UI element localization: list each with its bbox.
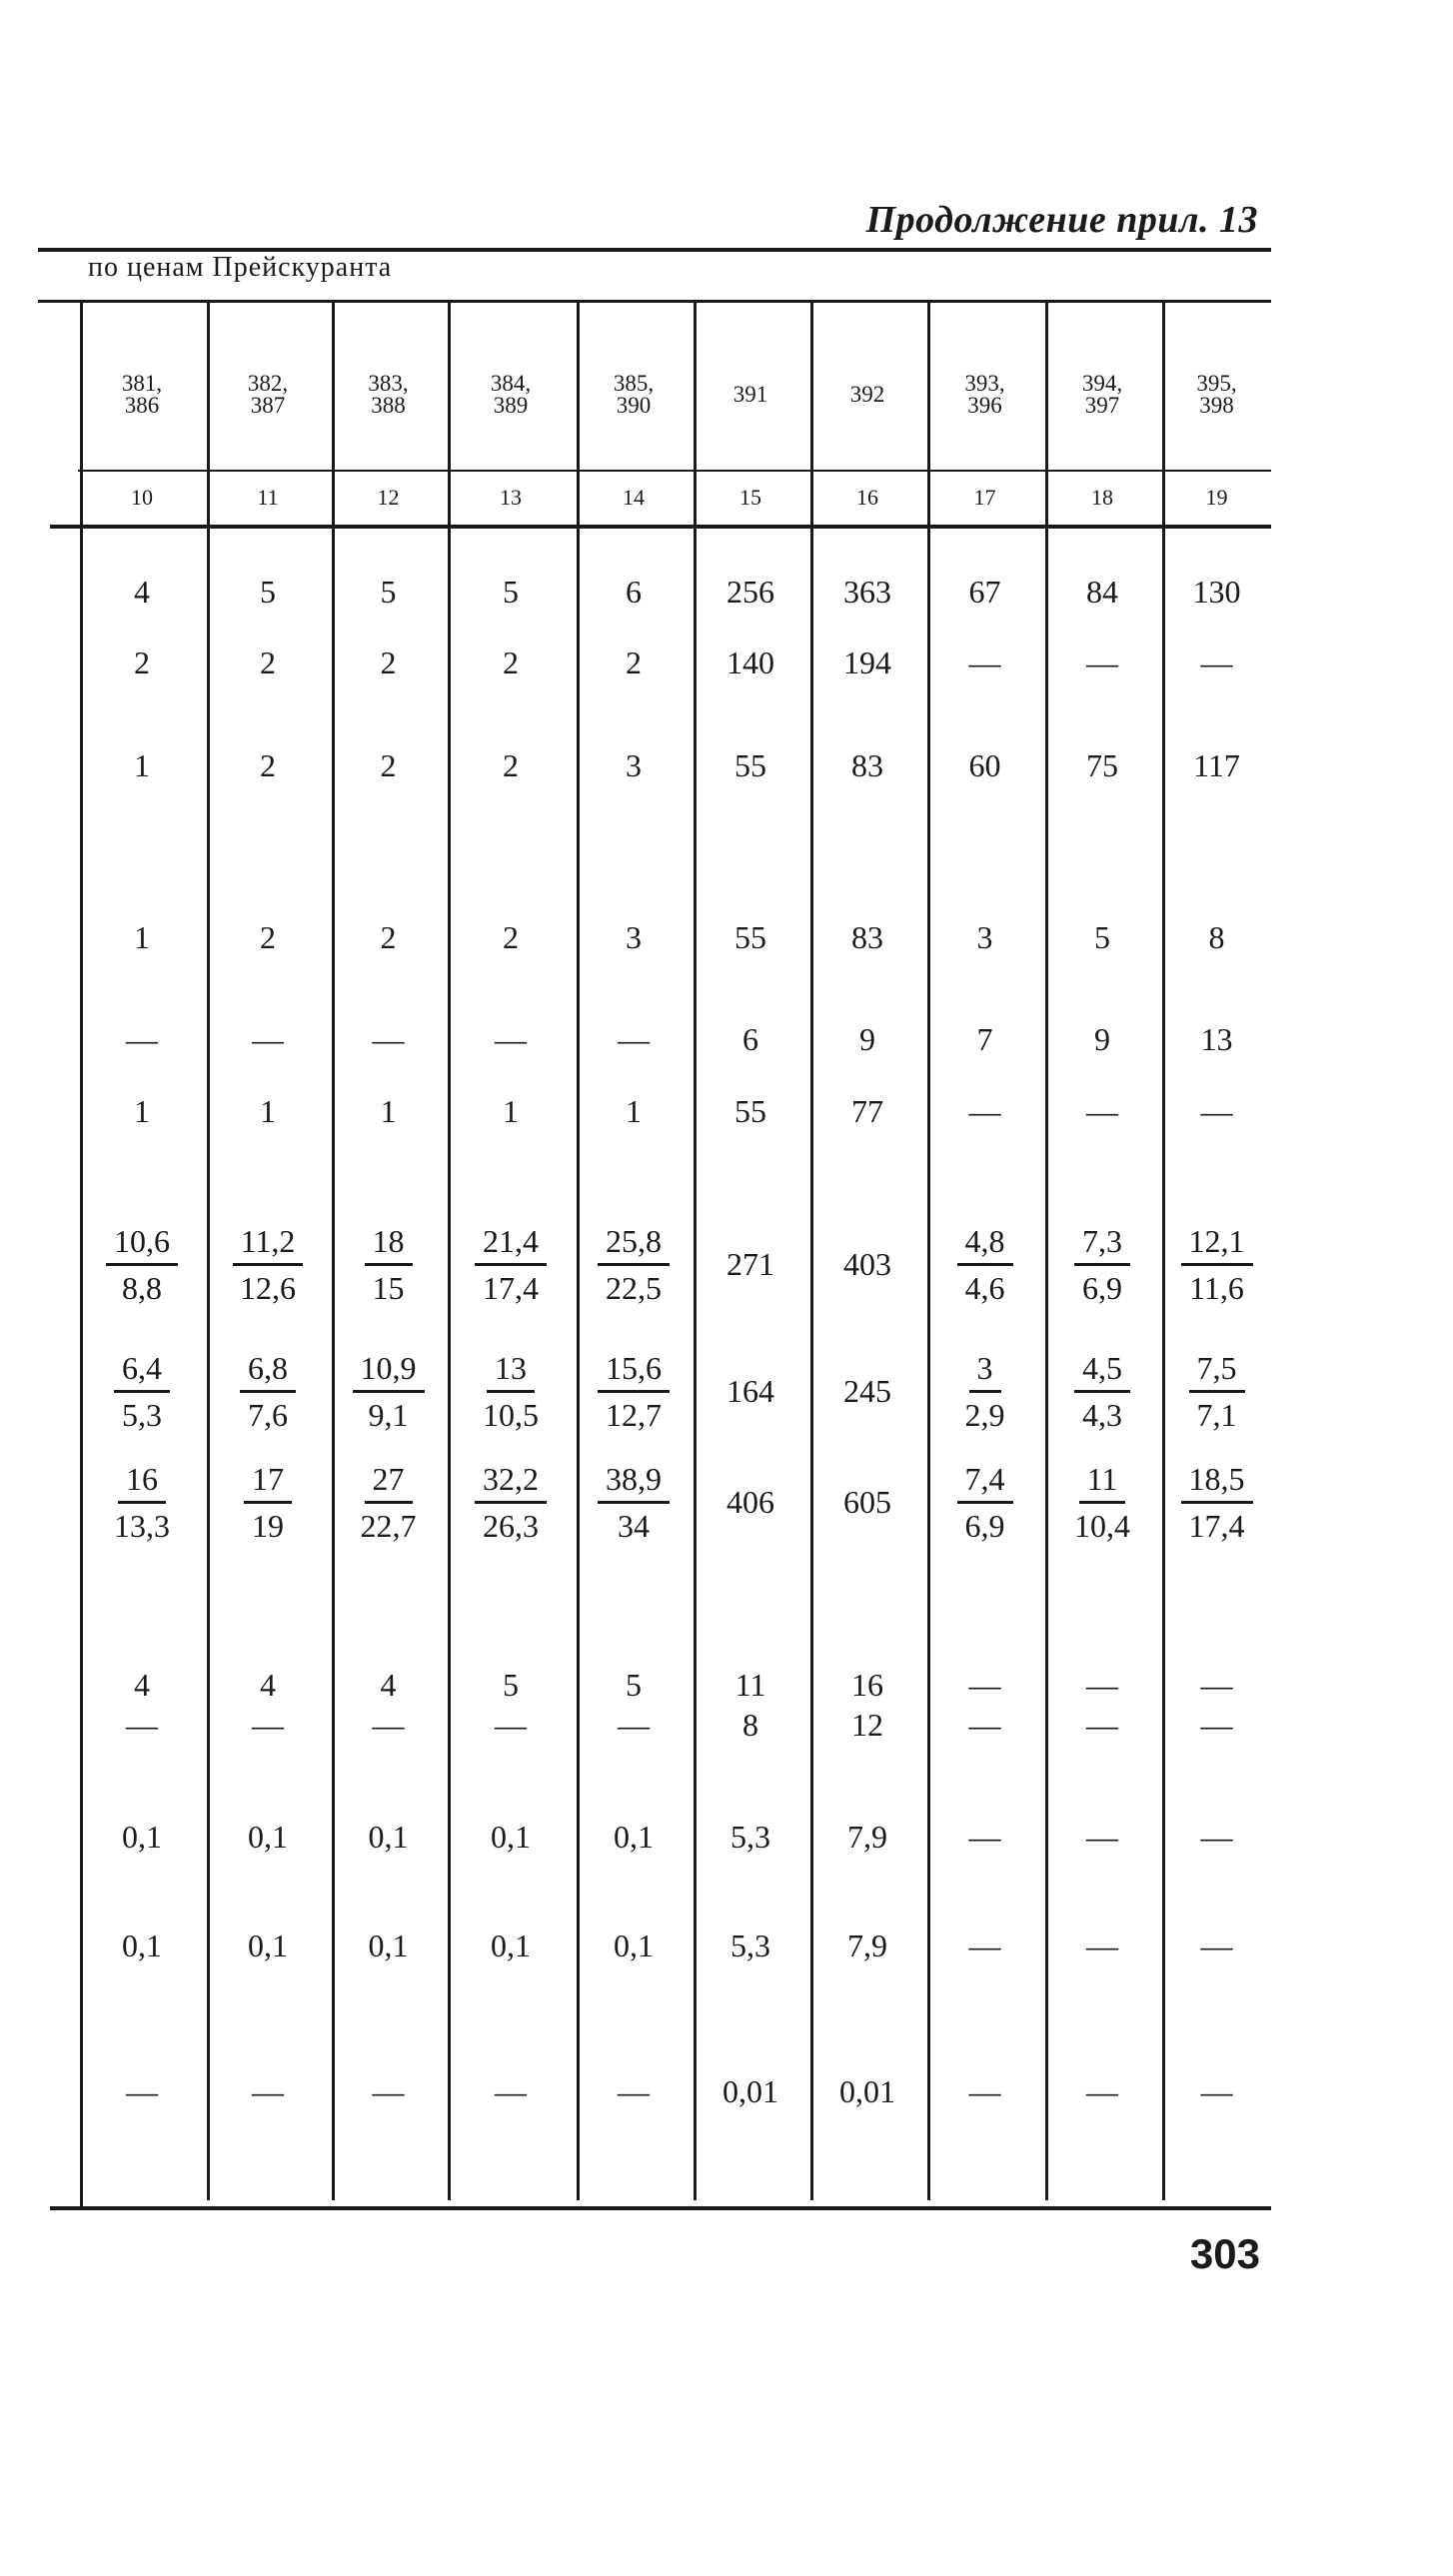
fraction-numerator: 16	[118, 1459, 166, 1504]
fraction-denominator: 4,6	[964, 1269, 1005, 1306]
column-header: 383, 388	[368, 371, 409, 418]
fraction-numerator: 15,6	[598, 1348, 670, 1393]
fraction-denominator: 5,3	[122, 1396, 162, 1433]
table-cell: 1	[626, 1092, 642, 1129]
fraction-cell	[1045, 1220, 1159, 1308]
fraction-cell	[448, 1458, 574, 1546]
continuation-title: Продолжение прил. 13	[865, 199, 1258, 241]
column-number: 11	[257, 485, 279, 510]
table-cell: —	[618, 2072, 650, 2109]
fraction-numerator: 10,6	[106, 1221, 178, 1266]
column-header: 395, 398	[1196, 371, 1237, 418]
table-cell: 0,1	[122, 1927, 162, 1963]
fraction-cell	[448, 1347, 574, 1435]
table-cell: —	[968, 1818, 1001, 1855]
table-cell: 256	[726, 573, 774, 610]
column-header: 391	[732, 382, 768, 407]
table-cell: 5	[503, 573, 519, 610]
fraction-cell	[80, 1347, 204, 1435]
stacked-cell	[207, 1665, 329, 1745]
fraction-cell	[332, 1347, 445, 1435]
table-cell: —	[1086, 644, 1118, 680]
table-cell: —	[968, 644, 1001, 680]
fraction-numerator: 27	[365, 1459, 413, 1504]
fraction-denominator: 26,3	[483, 1507, 539, 1544]
table-cell: 2	[380, 746, 397, 783]
fraction-numerator: 13	[487, 1348, 535, 1393]
fraction-numerator: 11	[1079, 1459, 1126, 1504]
fraction-numerator: 32,2	[475, 1459, 547, 1504]
table-cell: 2	[260, 644, 276, 680]
fraction-cell	[332, 1220, 445, 1308]
fraction-cell	[1162, 1458, 1271, 1546]
fraction-denominator: 4,3	[1082, 1396, 1122, 1433]
stacked-bottom: —	[1086, 1707, 1118, 1743]
table-cell: 0,1	[368, 1927, 409, 1963]
table-cell: 84	[1086, 573, 1118, 610]
fraction-cell	[927, 1458, 1042, 1546]
table-cell: —	[1086, 2072, 1118, 2109]
stacked-cell	[1045, 1665, 1159, 1745]
table-cell: —	[968, 2072, 1001, 2109]
table-cell: —	[1086, 1092, 1118, 1129]
table-cell: 271	[726, 1245, 774, 1282]
column-header: 384, 389	[490, 371, 532, 418]
fraction-cell	[1162, 1347, 1271, 1435]
column-header: 382, 387	[247, 371, 289, 418]
table-cell: —	[252, 1020, 284, 1057]
fraction-denominator: 34	[618, 1507, 650, 1544]
stacked-top: —	[968, 1667, 1001, 1703]
table-cell: —	[1200, 1092, 1233, 1129]
table-cell: 5,3	[730, 1927, 770, 1963]
stacked-top: 4	[260, 1667, 276, 1703]
table-cell: 0,01	[723, 2072, 778, 2109]
fraction-numerator: 12,1	[1181, 1221, 1253, 1266]
table-cell: 2	[503, 644, 519, 680]
stacked-top: 5	[503, 1667, 519, 1703]
fraction-denominator: 9,1	[368, 1396, 409, 1433]
stacked-bottom: —	[618, 1707, 650, 1743]
stacked-bottom: —	[1200, 1707, 1233, 1743]
fraction-numerator: 18,5	[1181, 1459, 1253, 1504]
table-cell: 9	[1094, 1020, 1110, 1057]
table-cell: —	[495, 2072, 527, 2109]
table-cell: 117	[1193, 746, 1240, 783]
table-cell: —	[372, 2072, 405, 2109]
fraction-cell	[80, 1458, 204, 1546]
table-cell: 7,9	[847, 1927, 887, 1963]
table-cell: 0,01	[839, 2072, 895, 2109]
stacked-top: 4	[134, 1667, 150, 1703]
stacked-top: 5	[626, 1667, 642, 1703]
fraction-numerator: 7,4	[957, 1459, 1013, 1504]
fraction-cell	[577, 1347, 691, 1435]
table-cell: 75	[1086, 746, 1118, 783]
table-cell: 5	[260, 573, 276, 610]
table-cell: 55	[734, 1092, 766, 1129]
subtitle-rule	[38, 300, 1271, 303]
fraction-cell	[927, 1347, 1042, 1435]
fraction-numerator: 21,4	[475, 1221, 547, 1266]
table-cell: 77	[851, 1092, 883, 1129]
fraction-cell	[577, 1458, 691, 1546]
fraction-denominator: 12,7	[606, 1396, 662, 1433]
table-cell: —	[968, 1092, 1001, 1129]
table-cell: 0,1	[248, 1818, 288, 1855]
table-cell: 1	[260, 1092, 276, 1129]
table-cell: 1	[134, 918, 150, 955]
fraction-denominator: 6,9	[964, 1507, 1005, 1544]
stacked-cell	[80, 1665, 204, 1745]
table-cell: 140	[726, 644, 774, 680]
fraction-denominator: 10,5	[483, 1396, 539, 1433]
fraction-numerator: 38,9	[598, 1459, 670, 1504]
table-cell: 403	[843, 1245, 891, 1282]
table-cell: 2	[380, 918, 397, 955]
table-cell: —	[126, 2072, 158, 2109]
table-subtitle: по ценам Прейскуранта	[88, 252, 393, 283]
stacked-cell	[810, 1665, 924, 1745]
column-number: 19	[1205, 485, 1228, 510]
fraction-cell	[1045, 1347, 1159, 1435]
fraction-denominator: 19	[252, 1507, 284, 1544]
table-cell: 4	[134, 573, 150, 610]
stacked-cell	[448, 1665, 574, 1745]
stacked-top: 11	[734, 1667, 766, 1703]
fraction-denominator: 22,7	[360, 1507, 417, 1544]
table-cell: 55	[734, 746, 766, 783]
fraction-cell	[207, 1347, 329, 1435]
fraction-denominator: 8,8	[122, 1269, 162, 1306]
fraction-numerator: 17	[244, 1459, 292, 1504]
fraction-cell	[1162, 1220, 1271, 1308]
table-cell: 6	[742, 1020, 758, 1057]
table-cell: 2	[380, 644, 397, 680]
table-cell: 3	[626, 746, 642, 783]
table-cell: 2	[503, 918, 519, 955]
stacked-cell	[332, 1665, 445, 1745]
fraction-numerator: 6,8	[240, 1348, 296, 1393]
table-cell: 0,1	[491, 1818, 531, 1855]
table-cell: 9	[859, 1020, 875, 1057]
stacked-bottom: —	[252, 1707, 284, 1743]
stacked-cell	[1162, 1665, 1271, 1745]
fraction-denominator: 11,6	[1189, 1269, 1244, 1306]
fraction-cell	[577, 1220, 691, 1308]
fraction-denominator: 6,9	[1082, 1269, 1122, 1306]
header-rule	[78, 470, 1271, 472]
table-cell: 0,1	[122, 1818, 162, 1855]
column-number: 16	[856, 485, 878, 510]
table-cell: 5	[380, 573, 397, 610]
fraction-cell	[332, 1458, 445, 1546]
table-cell: —	[1200, 2072, 1233, 2109]
fraction-cell	[207, 1458, 329, 1546]
fraction-numerator: 3	[969, 1348, 1001, 1393]
table-cell: 60	[968, 746, 1001, 783]
column-header: 385, 390	[613, 371, 655, 418]
table-cell: 2	[260, 918, 276, 955]
fraction-numerator: 18	[365, 1221, 413, 1266]
stacked-cell	[927, 1665, 1042, 1745]
stacked-top: —	[1086, 1667, 1118, 1703]
stacked-top: —	[1200, 1667, 1233, 1703]
column-header: 394, 397	[1081, 371, 1123, 418]
fraction-denominator: 13,3	[114, 1507, 170, 1544]
table-cell: 0,1	[614, 1818, 654, 1855]
fraction-denominator: 7,6	[248, 1396, 288, 1433]
fraction-denominator: 7,1	[1196, 1396, 1237, 1433]
fraction-numerator: 11,2	[233, 1221, 304, 1266]
table-cell: 5,3	[730, 1818, 770, 1855]
fraction-cell	[448, 1220, 574, 1308]
table-cell: 6	[626, 573, 642, 610]
fraction-denominator: 2,9	[964, 1396, 1005, 1433]
table-cell: —	[968, 1927, 1001, 1963]
fraction-denominator: 17,4	[1188, 1507, 1245, 1544]
table-cell: 605	[843, 1483, 891, 1520]
stacked-bottom: —	[495, 1707, 527, 1743]
table-cell: —	[1200, 1818, 1233, 1855]
table-cell: 83	[851, 918, 883, 955]
table-cell: 3	[976, 918, 993, 955]
page-number: 303	[1189, 2230, 1260, 2277]
fraction-denominator: 15	[372, 1269, 405, 1306]
table-cell: 0,1	[491, 1927, 531, 1963]
column-number: 10	[131, 485, 153, 510]
stacked-cell	[577, 1665, 691, 1745]
fraction-numerator: 10,9	[353, 1348, 425, 1393]
column-number: 15	[739, 485, 761, 510]
stacked-top: 16	[851, 1667, 883, 1703]
table-cell: —	[252, 2072, 284, 2109]
column-header: 381, 386	[121, 371, 163, 418]
table-cell: 67	[968, 573, 1001, 610]
fraction-denominator: 17,4	[483, 1269, 539, 1306]
table-cell: 1	[134, 746, 150, 783]
table-cell: 2	[626, 644, 642, 680]
column-number: 17	[973, 485, 996, 510]
stacked-bottom: 12	[851, 1707, 883, 1743]
table-cell: 83	[851, 746, 883, 783]
table-cell: 55	[734, 918, 766, 955]
table-cell: —	[372, 1020, 405, 1057]
fraction-numerator: 7,5	[1189, 1348, 1245, 1393]
body-top-rule	[50, 525, 1271, 529]
table-cell: 130	[1192, 573, 1241, 610]
fraction-numerator: 4,5	[1074, 1348, 1130, 1393]
table-cell: 363	[843, 573, 891, 610]
table-cell: —	[126, 1020, 158, 1057]
table-cell: 0,1	[248, 1927, 288, 1963]
stacked-bottom: —	[372, 1707, 405, 1743]
table-cell: 164	[726, 1372, 774, 1409]
table-cell: 7	[976, 1020, 993, 1057]
table-cell: 1	[503, 1092, 519, 1129]
fraction-cell	[1045, 1458, 1159, 1546]
stacked-bottom: —	[968, 1707, 1001, 1743]
fraction-numerator: 6,4	[114, 1348, 170, 1393]
stacked-bottom: —	[126, 1707, 158, 1743]
column-number: 13	[500, 485, 522, 510]
table-cell: 1	[380, 1092, 397, 1129]
column-number: 14	[623, 485, 645, 510]
table-cell: 406	[726, 1483, 774, 1520]
table-cell: 5	[1094, 918, 1110, 955]
stacked-cell	[694, 1665, 807, 1745]
table-cell: 2	[503, 746, 519, 783]
bottom-rule	[50, 2206, 1271, 2210]
fraction-denominator: 12,6	[240, 1269, 296, 1306]
table-cell: 0,1	[368, 1818, 409, 1855]
table-cell: —	[618, 1020, 650, 1057]
fraction-denominator: 10,4	[1074, 1507, 1130, 1544]
table-cell: 3	[626, 918, 642, 955]
fraction-numerator: 7,3	[1074, 1221, 1130, 1266]
table-cell: 245	[843, 1372, 891, 1409]
fraction-cell	[927, 1220, 1042, 1308]
column-header: 392	[849, 382, 885, 407]
table-cell: 194	[843, 644, 891, 680]
column-header: 393, 396	[964, 371, 1005, 418]
fraction-numerator: 25,8	[598, 1221, 670, 1266]
table-cell: 2	[260, 746, 276, 783]
table-cell: —	[1200, 1927, 1233, 1963]
table-cell: 13	[1200, 1020, 1233, 1057]
table-cell: 7,9	[847, 1818, 887, 1855]
table-cell: 8	[1208, 918, 1225, 955]
column-number: 12	[377, 485, 400, 510]
fraction-numerator: 4,8	[957, 1221, 1013, 1266]
column-number: 18	[1091, 485, 1113, 510]
table-cell: —	[495, 1020, 527, 1057]
table-cell: —	[1086, 1927, 1118, 1963]
table-cell: —	[1086, 1818, 1118, 1855]
table-cell: 1	[134, 1092, 150, 1129]
stacked-top: 4	[380, 1667, 397, 1703]
table-cell: —	[1200, 644, 1233, 680]
fraction-cell	[80, 1220, 204, 1308]
fraction-cell	[207, 1220, 329, 1308]
fraction-denominator: 22,5	[606, 1269, 662, 1306]
table-cell: 0,1	[614, 1927, 654, 1963]
stacked-bottom: 8	[742, 1707, 758, 1743]
table-cell: 2	[134, 644, 150, 680]
